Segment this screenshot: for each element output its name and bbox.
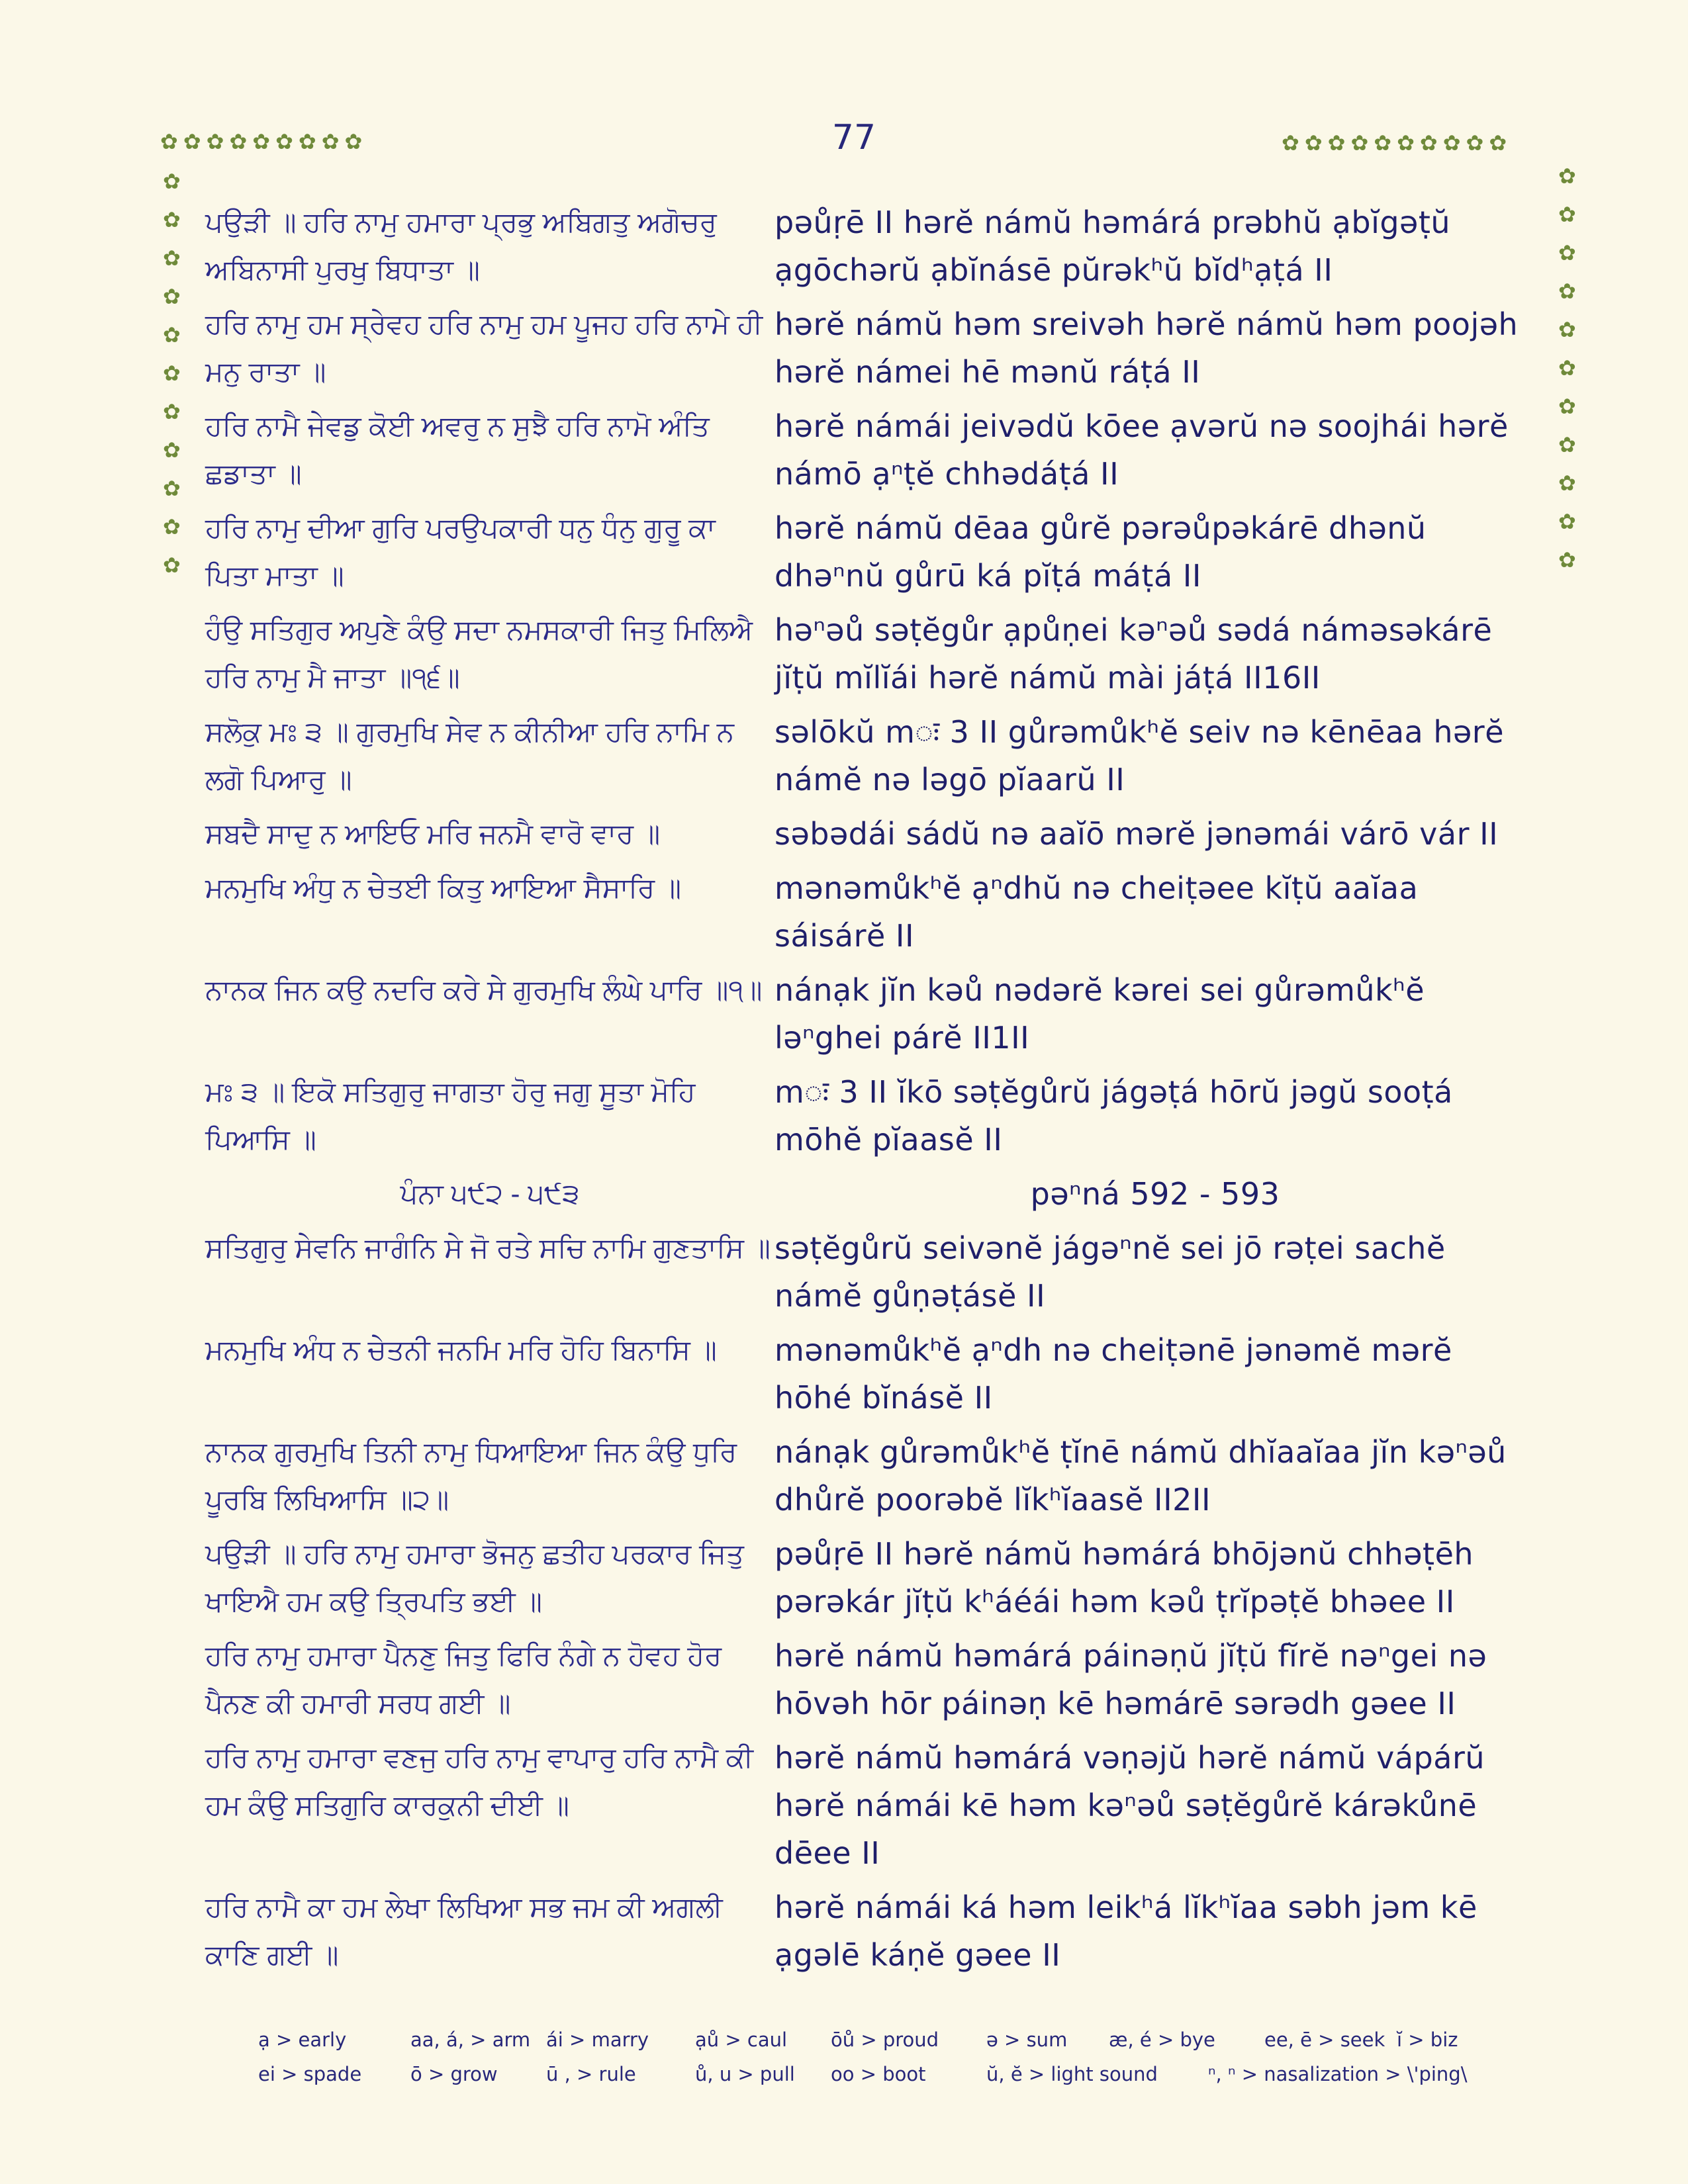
- flower-ornament-icon: ✿: [1558, 202, 1576, 227]
- flower-ornament-icon: ✿: [163, 437, 181, 463]
- flower-ornament-icon: ✿: [252, 129, 271, 154]
- flower-ornament-icon: ✿: [163, 246, 181, 271]
- gurmukhi-text: ਮਨਮੁਖਿ ਅੰਧ ਨ ਚੇਤਨੀ ਜਨਮਿ ਮਰਿ ਹੋਹਿ ਬਿਨਾਸਿ ॥: [205, 1334, 717, 1365]
- ornament-right-column: [1558, 165, 1576, 570]
- flower-ornament-icon: ✿: [183, 129, 201, 154]
- transliteration-text: hərĕ námái ká həm leikʰá lĭkʰĭaa səbh jəm kē ạgəlē káṇĕ gəee II: [774, 1889, 1477, 1973]
- transliteration-text: hərĕ námái jeivədŭ kōee ạvərŭ nə soojhái hərĕ námō ạⁿṭĕ chhədáṭá II: [774, 408, 1509, 492]
- verse-row: [199, 966, 1536, 1062]
- legend-item: ạ > early: [258, 2028, 347, 2051]
- gurmukhi-text: ਹੰਉ ਸਤਿਗੁਰ ਅਪੁਣੇ ਕੰਉ ਸਦਾ ਨਮਸਕਾਰੀ ਜਿਤੁ ਮਿਲਿਐ ਹਰਿ ਨਾਮੁ ਮੈ ਜਾਤਾ ॥੧੬॥: [205, 614, 753, 693]
- gurmukhi-text: ਸਬਦੈ ਸਾਦੁ ਨ ਆਇਓ ਮਰਿ ਜਨਮੈ ਵਾਰੋ ਵਾਰ ॥: [205, 818, 661, 849]
- flower-ornament-icon: ✿: [1304, 130, 1323, 156]
- legend-item: ee, ē > seek: [1264, 2028, 1385, 2051]
- flower-ornament-icon: ✿: [1442, 130, 1461, 156]
- page-number: 77: [831, 118, 876, 158]
- legend-item: ů, u > pull: [695, 2063, 795, 2085]
- legend-item: æ, é > bye: [1109, 2028, 1215, 2051]
- gurmukhi-text: ਹਰਿ ਨਾਮੈ ਜੇਵਡੁ ਕੋਈ ਅਵਰੁ ਨ ਸੁਝੈ ਹਰਿ ਨਾਮੋ ਅੰਤਿ ਛਡਾਤਾ ॥: [205, 410, 710, 489]
- transliteration-text: hərĕ námŭ həmárá vəṇəjŭ hərĕ námŭ vápárŭ hərĕ námái kē həm kəⁿəů səṭĕgůrĕ kárəkůnē dēee II: [774, 1740, 1485, 1871]
- transliteration-text: nánạk jĭn kəů nədərĕ kərei sei gůrəmůkʰĕ ləⁿghei párĕ II1II: [774, 972, 1425, 1056]
- transliteration-text: hərĕ námŭ həm sreivəh hərĕ námŭ həm poojəh hərĕ námei hē mənŭ ráṭá II: [774, 306, 1519, 390]
- ornament-top-left: [160, 131, 362, 152]
- verse-list: [199, 199, 1536, 1985]
- flower-ornament-icon: ✿: [344, 129, 363, 154]
- transliteration-text: hərĕ námŭ həmárá páinəṇŭ jĭṭŭ fĭrĕ nəⁿgei nə hōvəh hōr páinəṇ kē həmárē sərədh gəee II: [774, 1638, 1487, 1721]
- transliteration-text: səbədái sádŭ nə aaĭō mərĕ jənəmái várō vár II: [774, 816, 1499, 852]
- legend-item: oo > boot: [831, 2063, 926, 2085]
- flower-ornament-icon: ✿: [1558, 471, 1576, 496]
- flower-ornament-icon: ✿: [1558, 355, 1576, 381]
- verse-row: [199, 504, 1536, 600]
- legend-item: ái > marry: [546, 2028, 649, 2051]
- verse-row: [199, 1428, 1536, 1524]
- transliteration-text: hərĕ námŭ dēaa gůrĕ pərəůpəkárē dhənŭ dhəⁿnŭ gůrū ká pĭṭá máṭá II: [774, 510, 1427, 594]
- flower-ornament-icon: ✿: [1558, 279, 1576, 304]
- verse-row: [199, 1224, 1536, 1320]
- verse-row: [199, 1734, 1536, 1877]
- page-range-heading: [199, 1170, 1536, 1218]
- gurmukhi-text: ਮਃ ੩ ॥ ਇਕੋ ਸਤਿਗੁਰੁ ਜਾਗਤਾ ਹੋਰੁ ਜਗੁ ਸੂਤਾ ਮੋਹਿ ਪਿਆਸਿ ॥: [205, 1076, 696, 1155]
- ornament-top-right: [1282, 132, 1507, 154]
- transliteration-text: pəůṛē II hərĕ námŭ həmárá bhōjənŭ chhəṭēh pərəkár jĭṭŭ kʰáéái həm kəů ṭrĭpəṭĕ bhəee II: [774, 1536, 1474, 1619]
- flower-ornament-icon: ✿: [160, 129, 178, 154]
- flower-ornament-icon: ✿: [1419, 130, 1438, 156]
- transliteration-text: mः 3 II ĭkō səṭĕgůrŭ jágəṭá hōrŭ jəgŭ sooṭá mōhĕ pĭaasĕ II: [774, 1074, 1453, 1158]
- flower-ornament-icon: ✿: [1282, 130, 1299, 156]
- flower-ornament-icon: ✿: [1466, 130, 1484, 156]
- flower-ornament-icon: ✿: [1558, 509, 1576, 534]
- transliteration-text: pəⁿná 592 - 593: [1030, 1176, 1280, 1212]
- flower-ornament-icon: ✿: [206, 129, 224, 154]
- gurmukhi-text: ਹਰਿ ਨਾਮੁ ਹਮਾਰਾ ਵਣਜੁ ਹਰਿ ਨਾਮੁ ਵਾਪਾਰੁ ਹਰਿ ਨਾਮੈ ਕੀ ਹਮ ਕੰਉ ਸਤਿਗੁਰਿ ਕਾਰਕੁਨੀ ਦੀਈ ॥: [205, 1742, 754, 1821]
- legend-item: ū , > rule: [546, 2063, 636, 2085]
- transliteration-text: pəůṛē II hərĕ námŭ həmárá prəbhŭ ạbĭgəṭŭ ạgōchərŭ ạbĭnásē pŭrəkʰŭ bĭdʰạṭá II: [774, 205, 1451, 288]
- verse-row: [199, 1884, 1536, 1979]
- verse-row: [199, 606, 1536, 702]
- verse-row: [199, 708, 1536, 803]
- gurmukhi-text: ਹਰਿ ਨਾਮੁ ਹਮ ਸ੍ਰੇਵਹ ਹਰਿ ਨਾਮੁ ਹਮ ਪੂਜਹ ਹਰਿ ਨਾਮੇ ਹੀ ਮਨੁ ਰਾਤਾ ॥: [205, 308, 763, 387]
- flower-ornament-icon: ✿: [163, 169, 181, 194]
- flower-ornament-icon: ✿: [275, 129, 293, 154]
- gurmukhi-text: ਹਰਿ ਨਾਮੁ ਦੀਆ ਗੁਰਿ ਪਰਉਪਕਾਰੀ ਧਨੁ ਧੰਨੁ ਗੁਰੂ ਕਾ ਪਿਤਾ ਮਾਤਾ ॥: [205, 512, 716, 591]
- legend-item: ạů > caul: [695, 2028, 788, 2051]
- flower-ornament-icon: ✿: [321, 129, 340, 154]
- gurmukhi-text: ਸਤਿਗੁਰੁ ਸੇਵਨਿ ਜਾਗੰਨਿ ਸੇ ਜੋ ਰਤੇ ਸਚਿ ਨਾਮਿ ਗੁਣਤਾਸਿ ॥: [205, 1232, 771, 1263]
- flower-ornament-icon: ✿: [1397, 130, 1415, 156]
- legend-item: ə > sum: [986, 2028, 1068, 2051]
- flower-ornament-icon: ✿: [1558, 163, 1576, 189]
- legend-row: [258, 2028, 1516, 2051]
- legend-item: ōů > proud: [831, 2028, 939, 2051]
- transliteration-text: həⁿəů səṭĕgůr ạpůṇei kəⁿəů sədá náməsəkárē jĭṭŭ mĭlĭái hərĕ námŭ mài jáṭá II16II: [774, 612, 1493, 696]
- flower-ornament-icon: ✿: [1558, 317, 1576, 342]
- flower-ornament-icon: ✿: [163, 553, 181, 578]
- verse-row: [199, 402, 1536, 498]
- gurmukhi-text: ਨਾਨਕ ਜਿਨ ਕਉ ਨਦਰਿ ਕਰੇ ਸੇ ਗੁਰਮੁਖਿ ਲੰਘੇ ਪਾਰਿ ॥੧॥: [205, 974, 763, 1005]
- gurmukhi-text: ਪਉੜੀ ॥ ਹਰਿ ਨਾਮੁ ਹਮਾਰਾ ਪ੍ਰਭੁ ਅਬਿਗਤੁ ਅਗੋਚਰੁ ਅਬਿਨਾਸੀ ਪੁਰਖੁ ਬਿਧਾਤਾ ॥: [205, 206, 717, 285]
- verse-row: [199, 864, 1536, 960]
- flower-ornament-icon: ✿: [163, 514, 181, 539]
- transliteration-text: nánạk gůrəmůkʰĕ ṭĭnē námŭ dhĭaaĭaa jĭn kəⁿəů dhůrĕ poorəbĕ lĭkʰĭaasĕ II2II: [774, 1434, 1507, 1518]
- pronunciation-legend: [258, 2028, 1516, 2097]
- verse-row: [199, 1632, 1536, 1727]
- transliteration-text: mənəmůkʰĕ ạⁿdhŭ nə cheiṭəee kĭṭŭ aaĭaa sáisárĕ II: [774, 870, 1419, 954]
- verse-row: [199, 199, 1536, 294]
- legend-item: aa, á, > arm: [410, 2028, 531, 2051]
- flower-ornament-icon: ✿: [229, 129, 248, 154]
- legend-item: ŭ, ĕ > light sound: [986, 2063, 1158, 2085]
- flower-ornament-icon: ✿: [1558, 432, 1576, 457]
- flower-ornament-icon: ✿: [1350, 130, 1369, 156]
- gurmukhi-text: ਨਾਨਕ ਗੁਰਮੁਖਿ ਤਿਨੀ ਨਾਮੁ ਧਿਆਇਆ ਜਿਨ ਕੰਉ ਧੁਰਿ ਪੂਰਬਿ ਲਿਖਿਆਸਿ ॥੨॥: [205, 1436, 737, 1515]
- flower-ornament-icon: ✿: [1558, 240, 1576, 265]
- transliteration-text: mənəmůkʰĕ ạⁿdh nə cheiṭənē jənəmĕ mərĕ hōhé bĭnásĕ II: [774, 1332, 1452, 1416]
- legend-item: ĭ > biz: [1397, 2028, 1458, 2051]
- legend-item: ⁿ, ⁿ > nasalization > \'ping\: [1208, 2063, 1468, 2085]
- flower-ornament-icon: ✿: [1558, 547, 1576, 572]
- verse-row: [199, 1530, 1536, 1625]
- flower-ornament-icon: ✿: [1374, 130, 1392, 156]
- gurmukhi-text: ਸਲੋਕੁ ਮਃ ੩ ॥ ਗੁਰਮੁਖਿ ਸੇਵ ਨ ਕੀਨੀਆ ਹਰਿ ਨਾਮਿ ਨ ਲਗੋ ਪਿਆਰੁ ॥: [205, 716, 734, 795]
- flower-ornament-icon: ✿: [163, 322, 181, 347]
- gurmukhi-text: ਪੰਨਾ ੫੯੨ - ੫੯੩: [400, 1178, 580, 1209]
- legend-row: [258, 2063, 1516, 2085]
- gurmukhi-text: ਹਰਿ ਨਾਮੈ ਕਾ ਹਮ ਲੇਖਾ ਲਿਖਿਆ ਸਭ ਜਮ ਕੀ ਅਗਲੀ ਕਾਣਿ ਗਈ ॥: [205, 1891, 723, 1970]
- transliteration-text: səlōkŭ mः 3 II gůrəmůkʰĕ seiv nə kēnēaa hərĕ námĕ nə ləgō pĭaarŭ II: [774, 714, 1505, 797]
- legend-item: ō > grow: [410, 2063, 498, 2085]
- ornament-left-column: [163, 171, 181, 576]
- verse-row: [199, 1326, 1536, 1422]
- gurmukhi-text: ਹਰਿ ਨਾਮੁ ਹਮਾਰਾ ਪੈਨਣੁ ਜਿਤੁ ਫਿਰਿ ਨੰਗੇ ਨ ਹੋਵਹ ਹੋਰ ਪੈਨਣ ਕੀ ਹਮਾਰੀ ਸਰਧ ਗਈ ॥: [205, 1640, 722, 1719]
- flower-ornament-icon: ✿: [163, 361, 181, 386]
- transliteration-text: səṭĕgůrŭ seivənĕ jágəⁿnĕ sei jō rəṭei sachĕ námĕ gůṇəṭásĕ II: [774, 1230, 1446, 1314]
- flower-ornament-icon: ✿: [163, 284, 181, 309]
- flower-ornament-icon: ✿: [163, 207, 181, 232]
- flower-ornament-icon: ✿: [298, 129, 316, 154]
- gurmukhi-text: ਮਨਮੁਖਿ ਅੰਧੁ ਨ ਚੇਤਈ ਕਿਤੁ ਆਇਆ ਸੈਸਾਰਿ ॥: [205, 872, 682, 903]
- verse-row: [199, 810, 1536, 858]
- flower-ornament-icon: ✿: [1489, 130, 1507, 156]
- gurmukhi-text: ਪਉੜੀ ॥ ਹਰਿ ਨਾਮੁ ਹਮਾਰਾ ਭੋਜਨੁ ਛਤੀਹ ਪਰਕਾਰ ਜਿਤੁ ਖਾਇਐ ਹਮ ਕਉ ਤ੍ਰਿਪਤਿ ਭਈ ॥: [205, 1538, 744, 1617]
- flower-ornament-icon: ✿: [1558, 394, 1576, 419]
- legend-item: ei > spade: [258, 2063, 362, 2085]
- flower-ornament-icon: ✿: [1327, 130, 1346, 156]
- flower-ornament-icon: ✿: [163, 399, 181, 424]
- flower-ornament-icon: ✿: [163, 476, 181, 501]
- verse-row: [199, 300, 1536, 396]
- verse-row: [199, 1068, 1536, 1163]
